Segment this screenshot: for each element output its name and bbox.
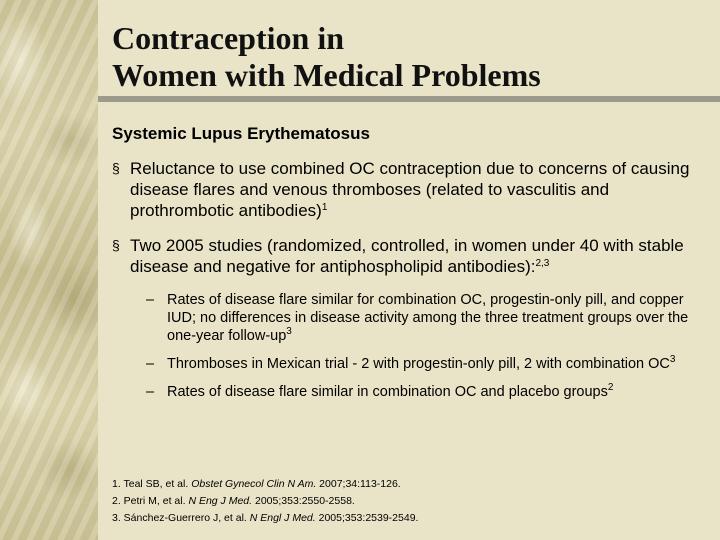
title-divider-rule: [98, 96, 720, 102]
title-line-2: Women with Medical Problems: [112, 57, 541, 93]
subbullet-dash: –: [146, 356, 155, 372]
reference-item: [112, 510, 418, 527]
subbullet-text: Thromboses in Mexican trial - 2 with progestin-only pill, 2 with combination OC: [167, 356, 670, 372]
subbullet-text: Rates of disease flare similar in combination OC and placebo groups: [167, 384, 608, 400]
bullet-marker: §: [112, 237, 120, 253]
citation-superscript: 2,3: [535, 258, 550, 269]
bullet-marker: §: [112, 160, 120, 176]
subbullet-text: Rates of disease flare similar for combination OC, progestin-only pill, and copper IUD; no differences in disease activity among the three treatment groups over the one-year follow-up: [167, 292, 689, 344]
reference-journal: Obstet Gynecol Clin N Am.: [191, 478, 317, 490]
bullet-text: Reluctance to use combined OC contraception due to concerns of causing disease flares and venous thromboses (related to vasculitis and prothrombotic antibodies): [130, 159, 690, 220]
title-line-1: Contraception in: [112, 20, 344, 56]
reference-citation: 2005;353:2539-2549.: [315, 512, 419, 524]
reference-authors: 1. Teal SB, et al.: [112, 478, 192, 490]
reference-citation: 2005;353:2550-2558.: [252, 495, 355, 507]
citation-superscript: 3: [669, 354, 676, 365]
reference-journal: N Engl J Med.: [249, 512, 316, 524]
subbullet-dash: –: [146, 292, 155, 308]
bullet-studies: [112, 235, 712, 277]
subbullet-placebo: [112, 383, 712, 401]
citation-superscript: 3: [286, 326, 292, 337]
references-list: [112, 476, 418, 527]
slide-title: [112, 20, 541, 94]
bullet-reluctance: [112, 158, 712, 221]
reference-authors: 3. Sánchez-Guerrero J, et al.: [112, 512, 250, 524]
reference-item: [112, 493, 418, 510]
citation-superscript: 2: [607, 382, 614, 393]
citation-superscript: 1: [321, 202, 328, 213]
subbullet-flare-rates: [112, 291, 712, 345]
reference-citation: 2007;34:113-126.: [316, 478, 401, 490]
slide-content: [112, 124, 712, 411]
reference-journal: N Eng J Med.: [188, 495, 253, 507]
subbullet-thromboses: [112, 355, 712, 373]
bullet-text: Two 2005 studies (randomized, controlled, in women under 40 with stable disease and negative for antiphospholipid antibodies):: [130, 236, 684, 276]
section-subtitle: Systemic Lupus Erythematosus: [112, 124, 370, 143]
reference-item: [112, 476, 418, 493]
marble-sidebar-decoration: [0, 0, 98, 540]
subbullet-dash: –: [146, 384, 155, 400]
reference-authors: 2. Petri M, et al.: [112, 495, 189, 507]
